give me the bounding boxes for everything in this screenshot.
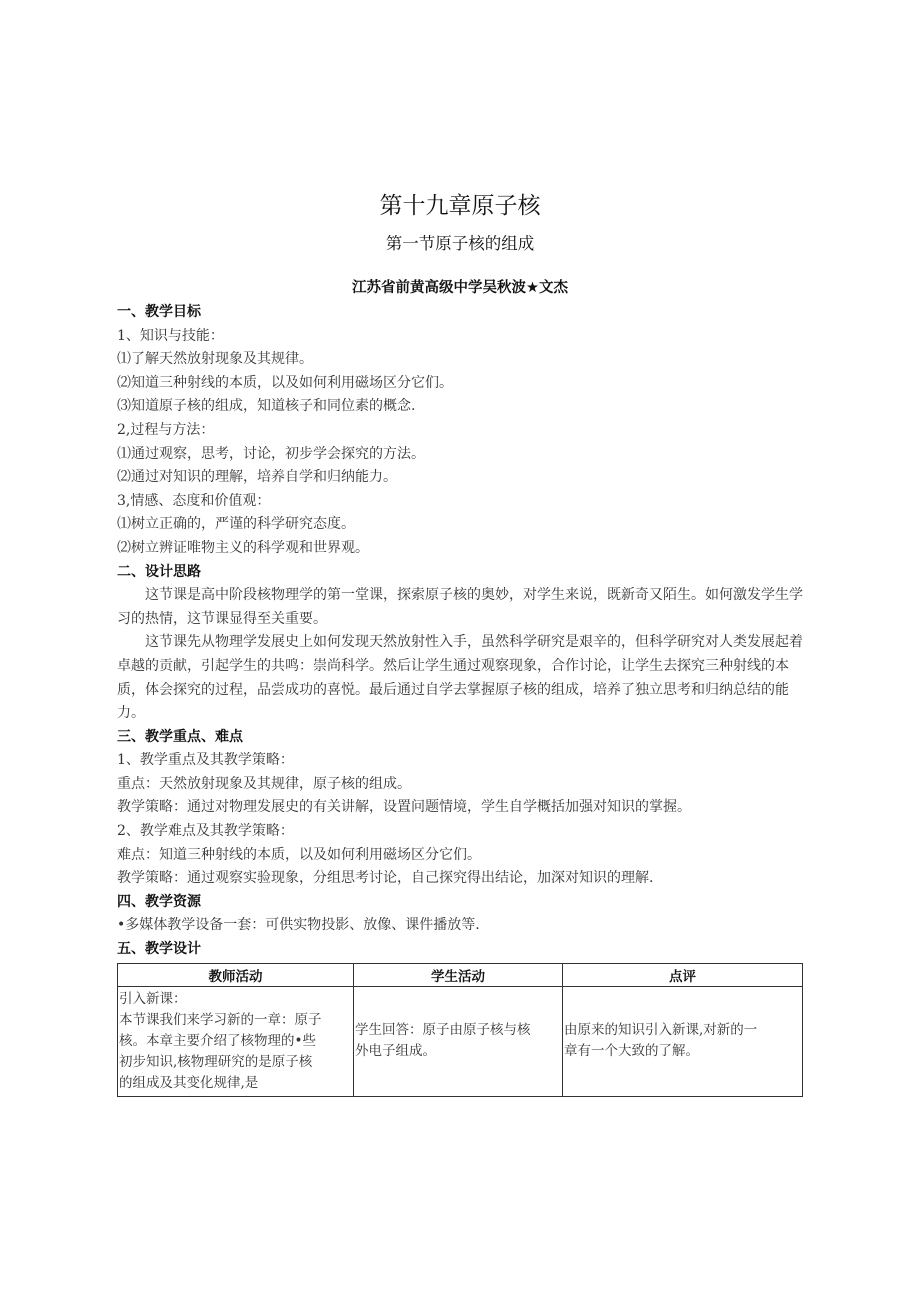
cell-text-line: 的组成及其变化规律,是	[119, 1074, 259, 1091]
goals-sub2: 2,过程与方法：	[117, 421, 215, 438]
key-points-line: 教学策略：通过对物理发展史的有关讲解，设置问题情境，学生自学概括加强对知识的掌握。	[117, 799, 691, 816]
goals-sub3-item: ⑴树立正确的，严谨的科学研究态度。	[117, 516, 355, 533]
column-header-student: 学生活动	[354, 963, 563, 986]
key-points-line: 重点：天然放射现象及其规律，原子核的组成。	[117, 775, 411, 792]
heading-teaching-goals: 一、教学目标	[117, 304, 201, 320]
heading-key-points: 三、教学重点、难点	[117, 728, 243, 745]
cell-text-line: 外电子组成。	[355, 1043, 436, 1060]
key-points-line: 教学策略：通过观察实验现象，分组思考讨论，自己探究得出结论，加深对知识的理解.	[117, 870, 654, 887]
cell-text-line: 核。本章主要介绍了核物理的•些	[119, 1032, 316, 1049]
key-points-line: 2、教学难点及其教学策略：	[117, 823, 294, 840]
goals-sub1-item: ⑶知道原子核的组成，知道核子和同位素的概念.	[117, 398, 416, 415]
design-idea-paragraph: 这节课是高中阶段核物理学的第一堂课，探索原子核的奥妙，对学生来说，既新奇又陌生。如何激发学生学习的热情，这节课显得至关重要。	[117, 587, 803, 627]
goals-sub1-item: ⑴了解天然放射现象及其规律。	[117, 351, 313, 368]
column-header-comment: 点评	[563, 963, 803, 986]
resources-line: •多媒体教学设备一套：可供实物投影、放像、课件播放等.	[117, 917, 480, 934]
cell-text-line: 由原来的知识引入新课,对新的一	[564, 1022, 758, 1039]
document-body	[117, 301, 805, 1097]
column-header-teacher: 教师活动	[118, 963, 354, 986]
comment-cell	[563, 986, 803, 1096]
author-line: 江苏省前黄高级中学吴秋波★文杰	[352, 280, 568, 296]
design-idea-paragraph: 这节课先从物理学发展史上如何发现天然放射性入手，虽然科学研究是艰辛的，但科学研究对人类发展起着卓越的贡献，引起学生的共鸣：崇尚科学。然后让学生通过观察现象，合作讨论，让学生去探究三种射线的本质，体会探究的过程，品尝成功的喜悦。最后通过自学去掌握原子核的组成，培养了独立思考和归纳总结的能力。	[117, 634, 803, 722]
heading-resources: 四、教学资源	[117, 893, 201, 910]
chapter-title: 第十九章原子核	[379, 193, 541, 219]
goals-sub3: 3,情感、态度和价值观：	[117, 492, 271, 509]
cell-text-line: 引入新课：	[119, 990, 187, 1007]
student-activity-cell	[354, 986, 563, 1096]
table-row	[118, 986, 803, 1096]
teacher-activity-cell	[118, 986, 354, 1096]
goals-sub3-item: ⑵树立辨证唯物主义的科学观和世界观。	[117, 539, 369, 556]
cell-text-line: 初步知识,核物理研究的是原子核	[119, 1053, 313, 1070]
teaching-design-table	[117, 963, 803, 1097]
goals-sub1: 1、知识与技能：	[117, 327, 224, 344]
cell-text-line: 本节课我们来学习新的一章：原子	[119, 1011, 322, 1028]
goals-sub2-item: ⑴通过观察，思考，讨论，初步学会探究的方法。	[117, 445, 425, 462]
key-points-line: 1、教学重点及其教学策略：	[117, 752, 294, 769]
key-points-line: 难点：知道三种射线的本质，以及如何利用磁场区分它们。	[117, 846, 481, 863]
section-subtitle: 第一节原子核的组成	[385, 234, 535, 253]
goals-sub2-item: ⑵通过对知识的理解，培养自学和归纳能力。	[117, 469, 397, 486]
cell-text-line: 章有一个大致的了解。	[564, 1043, 699, 1060]
table-header-row	[118, 963, 803, 986]
goals-sub1-item: ⑵知道三种射线的本质，以及如何利用磁场区分它们。	[117, 374, 453, 391]
heading-design-idea: 二、设计思路	[117, 563, 201, 580]
heading-teaching-design: 五、教学设计	[117, 941, 201, 958]
cell-text-line: 学生回答：原子由原子核与核	[355, 1022, 531, 1039]
